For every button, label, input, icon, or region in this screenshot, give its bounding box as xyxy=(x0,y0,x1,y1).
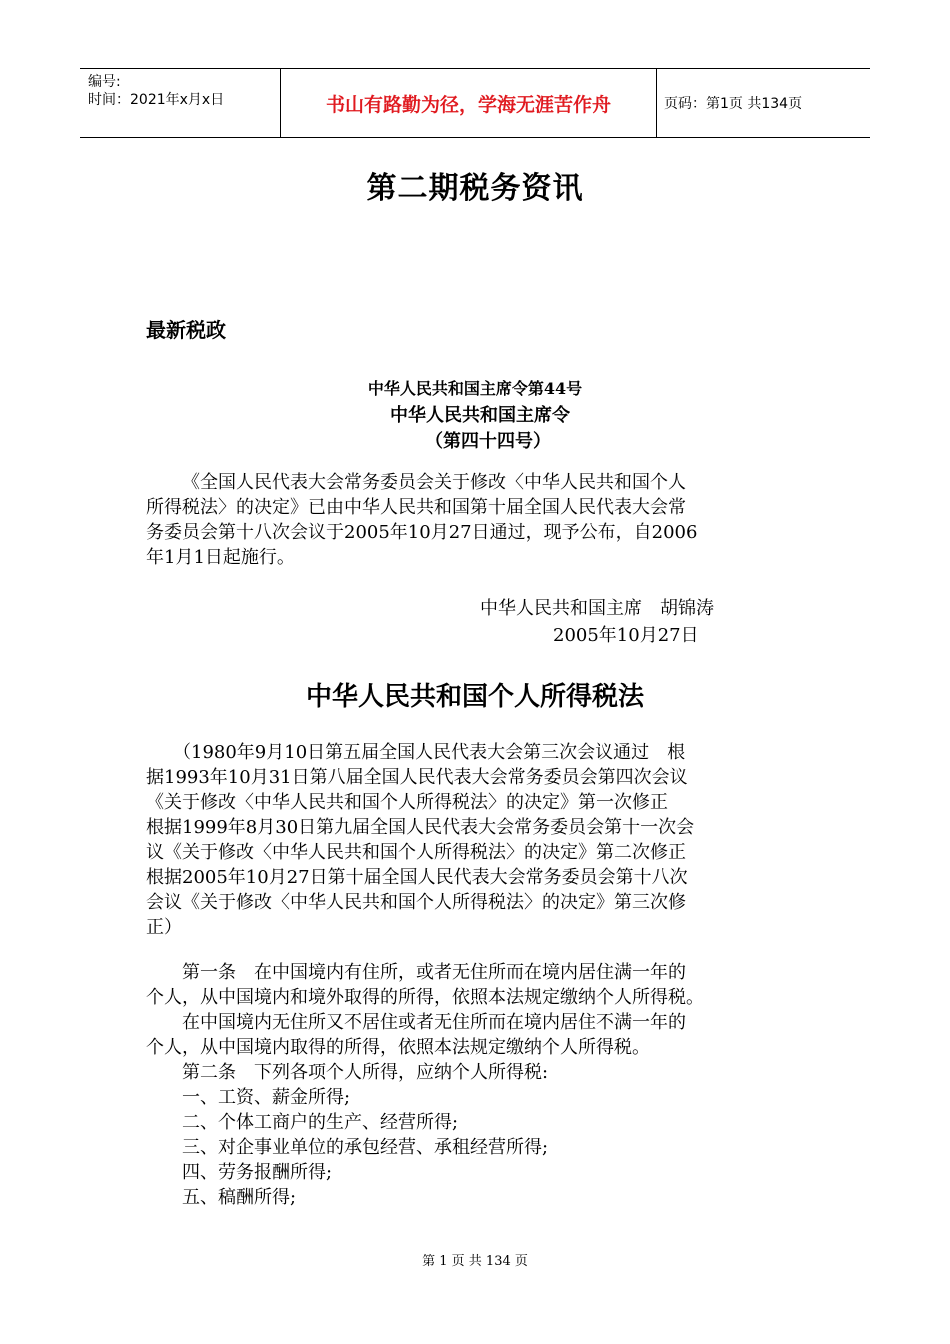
decree-subheading: 中华人民共和国主席令 xyxy=(390,405,570,426)
preamble-line: （1980年9月10日第五届全国人民代表大会第三次会议通过 根 xyxy=(164,742,686,763)
header-page-info: 页码：第1页 共134页 xyxy=(664,96,803,112)
article-line: 第一条 在中国境内有住所，或者无住所而在境内居住满一年的 xyxy=(146,962,686,983)
article-line: 四、劳务报酬所得; xyxy=(146,1162,333,1183)
preamble-line: 据1993年10月31日第八届全国人民代表大会常务委员会第四次会议 xyxy=(146,767,688,788)
article-line: 个人，从中国境内和境外取得的所得，依照本法规定缴纳个人所得税。 xyxy=(146,987,704,1008)
article-line: 个人，从中国境内取得的所得，依照本法规定缴纳个人所得税。 xyxy=(146,1037,650,1058)
page-footer: 第 1 页 共 134 页 xyxy=(422,1254,528,1269)
article-line: 三、对企事业单位的承包经营、承租经营所得; xyxy=(146,1137,549,1158)
decree-body-line: 所得税法〉的决定》已由中华人民共和国第十届全国人民代表大会常 xyxy=(146,497,686,518)
decree-body-line: 年1月1日起施行。 xyxy=(146,547,295,568)
law-title: 中华人民共和国个人所得税法 xyxy=(305,682,644,712)
signature-date: 2005年10月27日 xyxy=(553,625,699,646)
signature-name: 中华人民共和国主席 胡锦涛 xyxy=(480,598,714,619)
preamble-line: 正） xyxy=(146,917,182,938)
header-divider xyxy=(656,69,657,137)
time-label: 时间：2021年x月x日 xyxy=(88,92,225,108)
number-label: 编号: xyxy=(88,74,121,90)
law-articles xyxy=(146,960,816,1210)
decree-heading: 中华人民共和国主席令第44号 xyxy=(367,379,583,398)
header-meta-cell xyxy=(80,69,280,137)
preamble-line: 《关于修改〈中华人民共和国个人所得税法〉的决定》第一次修正 xyxy=(146,792,668,813)
preamble-line: 根据2005年10月27日第十届全国人民代表大会常务委员会第十八次 xyxy=(146,867,688,888)
preamble-line: 根据1999年8月30日第九届全国人民代表大会常务委员会第十一次会 xyxy=(146,817,695,838)
article-line: 五、稿酬所得; xyxy=(146,1187,297,1208)
document-title: 第二期税务资讯 xyxy=(366,171,584,206)
preamble-line: 会议《关于修改〈中华人民共和国个人所得税法〉的决定》第三次修 xyxy=(146,892,686,913)
decree-body-line: 务委员会第十八次会议于2005年10月27日通过，现予公布，自2006 xyxy=(146,522,698,543)
article-line: 一、工资、薪金所得; xyxy=(146,1087,351,1108)
decree-body xyxy=(146,470,806,570)
preamble-line: 议《关于修改〈中华人民共和国个人所得税法〉的决定》第二次修正 xyxy=(146,842,686,863)
article-line: 二、个体工商户的生产、经营所得; xyxy=(146,1112,459,1133)
article-line: 第二条 下列各项个人所得，应纳个人所得税: xyxy=(146,1062,549,1083)
header-motto: 书山有路勤为径，学海无涯苦作舟 xyxy=(325,93,611,116)
article-line: 在中国境内无住所又不居住或者无住所而在境内居住不满一年的 xyxy=(146,1012,686,1033)
section-heading: 最新税政 xyxy=(146,318,226,342)
law-preamble xyxy=(146,740,816,940)
decree-body-line: 《全国人民代表大会常务委员会关于修改〈中华人民共和国个人 xyxy=(182,472,686,493)
decree-number: （第四十四号） xyxy=(425,431,551,452)
header-table xyxy=(80,68,870,138)
